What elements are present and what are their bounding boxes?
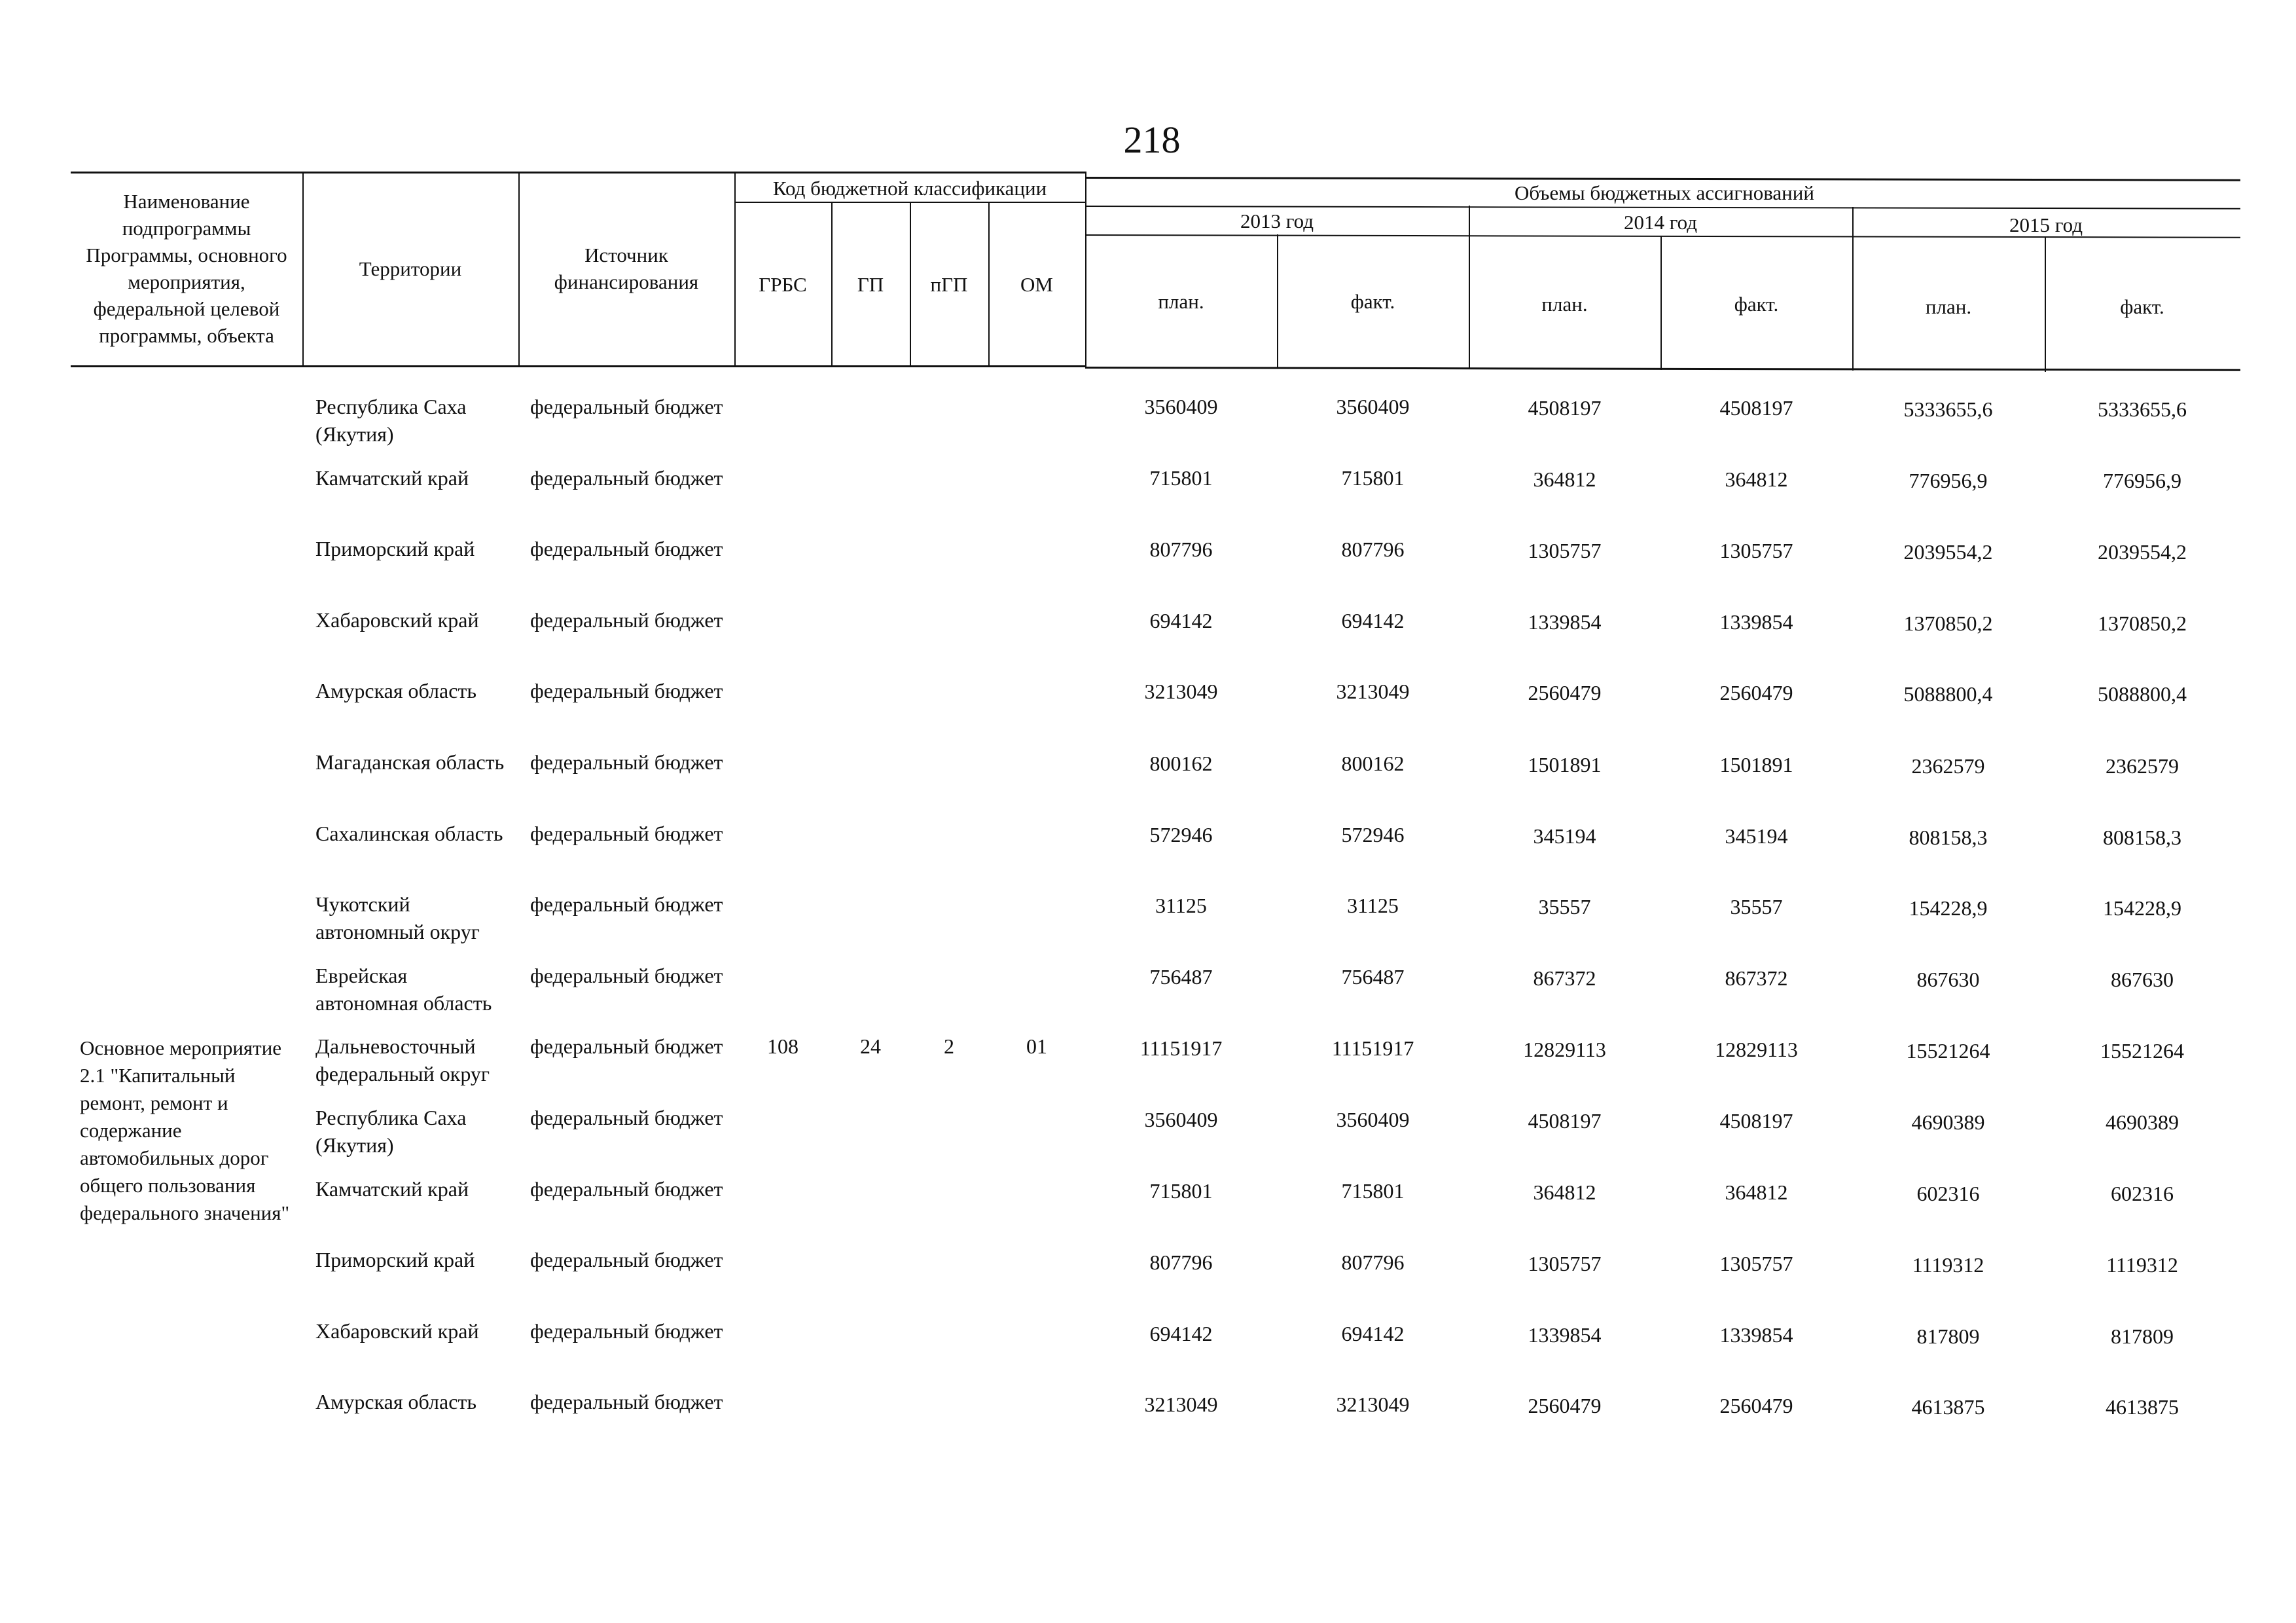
plan-2013-cell: 694142 — [1149, 609, 1213, 632]
territory-cell: Республика Саха (Якутия) — [315, 395, 467, 446]
source-cell: федеральный бюджет — [530, 750, 723, 774]
plan-2015-cell: 867630 — [1916, 968, 1980, 991]
plan-2014-cell: 1305757 — [1528, 1252, 1602, 1275]
group-label: Основное мероприятие 2.1 "Капитальный ремонт, ремонт и содержание автомобильных дорог общего пользования федерального значения" — [80, 1036, 290, 1224]
plan-2014-cell: 867372 — [1533, 966, 1596, 990]
header-vline — [1852, 207, 1854, 371]
fact-2013-cell: 715801 — [1341, 1179, 1405, 1203]
territory-cell: Еврейская автономная область — [315, 964, 492, 1015]
header-volume-group: Объемы бюджетных ассигнований — [1515, 181, 1814, 204]
plan-2015-cell: 817809 — [1916, 1324, 1980, 1348]
plan-2015-cell: 5088800,4 — [1903, 682, 1993, 706]
plan-2015-cell: 1370850,2 — [1903, 611, 1993, 635]
fact-2013-cell: 807796 — [1341, 538, 1405, 561]
plan-2014-cell: 4508197 — [1528, 396, 1602, 420]
fact-2014-cell: 1305757 — [1719, 539, 1793, 562]
fact-2015-cell: 5333655,6 — [2098, 397, 2187, 421]
header-pgp: пГП — [930, 272, 968, 296]
fact-2013-cell: 572946 — [1341, 823, 1405, 847]
plan-2014-cell: 1305757 — [1528, 539, 1602, 562]
fact-2015-cell: 867630 — [2111, 968, 2174, 991]
header-vline — [1660, 236, 1662, 370]
plan-2013-cell: 3213049 — [1144, 680, 1218, 703]
header-vline — [1469, 206, 1470, 369]
fact-2015-cell: 602316 — [2111, 1182, 2174, 1205]
fact-2015-cell: 1370850,2 — [2098, 611, 2187, 635]
plan-2013-cell: 3560409 — [1144, 1108, 1218, 1131]
plan-2013-cell: 572946 — [1149, 823, 1213, 847]
header-om: ОМ — [1020, 272, 1053, 296]
plan-2015-cell: 2362579 — [1911, 754, 1985, 778]
plan-2015-cell: 808158,3 — [1909, 826, 1988, 849]
fact-2013-cell: 800162 — [1341, 752, 1405, 775]
fact-2014-cell: 1305757 — [1719, 1252, 1793, 1275]
header-territory-column: Территории — [359, 257, 462, 280]
pgp-cell: 2 — [944, 1034, 954, 1058]
fact-2014-cell: 12829113 — [1715, 1038, 1798, 1061]
fact-2015-cell: 154228,9 — [2103, 896, 2181, 920]
plan-2013-cell: 31125 — [1155, 894, 1207, 917]
plan-2014-cell: 12829113 — [1523, 1038, 1606, 1061]
fact-2013-cell: 694142 — [1341, 1322, 1405, 1345]
plan-2015-cell: 2039554,2 — [1903, 540, 1993, 564]
header-fact-2013: факт. — [1350, 289, 1395, 313]
territory-cell: Чукотский автономный округ — [315, 892, 480, 943]
header-plan-2014: план. — [1541, 292, 1588, 316]
fact-2014-cell: 364812 — [1725, 467, 1788, 491]
header-gp: ГП — [857, 272, 884, 296]
plan-2014-cell: 35557 — [1538, 895, 1591, 919]
source-cell: федеральный бюджет — [530, 679, 723, 702]
plan-2013-cell: 756487 — [1149, 965, 1213, 989]
fact-2014-cell: 4508197 — [1719, 396, 1793, 420]
plan-2013-cell: 11151917 — [1139, 1036, 1223, 1060]
plan-2014-cell: 364812 — [1533, 1180, 1596, 1204]
source-cell: федеральный бюджет — [530, 1390, 723, 1413]
header-vline — [831, 202, 833, 367]
source-cell: федеральный бюджет — [530, 964, 723, 987]
header-name-column: Наименование подпрограммы Программы, основного мероприятия, федеральной целевой программы, объекта — [86, 190, 287, 347]
plan-2014-cell: 2560479 — [1528, 681, 1602, 704]
fact-2014-cell: 867372 — [1725, 966, 1788, 990]
fact-2015-cell: 817809 — [2111, 1324, 2174, 1348]
header-year-2014: 2014 год — [1623, 210, 1698, 234]
header-vline — [910, 202, 911, 367]
grbs-cell: 108 — [767, 1034, 798, 1058]
fact-2014-cell: 1339854 — [1719, 1323, 1793, 1347]
territory-cell: Приморский край — [315, 537, 475, 560]
plan-2014-cell: 345194 — [1533, 824, 1596, 848]
territory-cell: Амурская область — [315, 679, 476, 702]
fact-2014-cell: 1501891 — [1719, 753, 1793, 776]
territory-cell: Камчатский край — [315, 466, 469, 490]
source-cell: федеральный бюджет — [530, 1177, 723, 1201]
plan-2015-cell: 4613875 — [1911, 1395, 1985, 1419]
fact-2015-cell: 5088800,4 — [2098, 682, 2187, 706]
gp-cell: 24 — [860, 1034, 881, 1058]
header-vline — [1085, 172, 1086, 368]
source-cell: федеральный бюджет — [530, 1106, 723, 1129]
om-cell: 01 — [1026, 1034, 1047, 1058]
header-year-2013: 2013 год — [1240, 209, 1314, 232]
header-year-2015: 2015 год — [2009, 213, 2083, 236]
territory-cell: Хабаровский край — [315, 608, 479, 632]
plan-2015-cell: 15521264 — [1906, 1039, 1990, 1063]
plan-2015-cell: 4690389 — [1911, 1110, 1985, 1134]
header-plan-2015: план. — [1925, 295, 1972, 318]
fact-2013-cell: 3213049 — [1336, 1393, 1410, 1416]
fact-2013-cell: 3213049 — [1336, 680, 1410, 703]
plan-2013-cell: 715801 — [1149, 466, 1213, 490]
territory-cell: Сахалинская область — [315, 822, 503, 845]
header-source-column: Источник финансирования — [554, 244, 699, 293]
territory-cell: Хабаровский край — [315, 1319, 479, 1343]
source-cell: федеральный бюджет — [530, 1319, 723, 1343]
territory-cell: Приморский край — [315, 1248, 475, 1271]
header-vline — [988, 202, 990, 367]
fact-2014-cell: 345194 — [1725, 824, 1788, 848]
header-vline — [1277, 234, 1278, 368]
page-number: 218 — [1123, 119, 1181, 161]
fact-2013-cell: 11151917 — [1331, 1036, 1414, 1060]
plan-2013-cell: 807796 — [1149, 538, 1213, 561]
fact-2013-cell: 31125 — [1347, 894, 1399, 917]
plan-2013-cell: 3560409 — [1144, 395, 1218, 418]
plan-2014-cell: 1339854 — [1528, 610, 1602, 634]
plan-2014-cell: 364812 — [1533, 467, 1596, 491]
plan-2015-cell: 154228,9 — [1909, 896, 1988, 920]
plan-2015-cell: 776956,9 — [1909, 469, 1988, 492]
header-vline — [2045, 237, 2046, 372]
header-vline — [518, 172, 520, 367]
source-cell: федеральный бюджет — [530, 537, 723, 560]
plan-2015-cell: 1119312 — [1912, 1253, 1984, 1277]
fact-2014-cell: 35557 — [1730, 895, 1783, 919]
fact-2013-cell: 756487 — [1341, 965, 1405, 989]
source-cell: федеральный бюджет — [530, 466, 723, 490]
plan-2013-cell: 694142 — [1149, 1322, 1213, 1345]
source-cell: федеральный бюджет — [530, 608, 723, 632]
source-cell: федеральный бюджет — [530, 892, 723, 916]
fact-2015-cell: 1119312 — [2106, 1253, 2178, 1277]
plan-2013-cell: 807796 — [1149, 1250, 1213, 1274]
fact-2014-cell: 2560479 — [1719, 1394, 1793, 1417]
territory-cell: Республика Саха (Якутия) — [315, 1106, 467, 1157]
fact-2015-cell: 4690389 — [2106, 1110, 2179, 1134]
header-top-line — [71, 172, 1085, 173]
header-vline — [302, 172, 304, 367]
fact-2014-cell: 2560479 — [1719, 681, 1793, 704]
plan-2014-cell: 4508197 — [1528, 1109, 1602, 1133]
header-vline — [734, 172, 736, 367]
plan-2013-cell: 715801 — [1149, 1179, 1213, 1203]
territory-cell: Амурская область — [315, 1390, 476, 1413]
plan-2014-cell: 2560479 — [1528, 1394, 1602, 1417]
source-cell: федеральный бюджет — [530, 1248, 723, 1271]
fact-2015-cell: 776956,9 — [2103, 469, 2181, 492]
header-code-group: Код бюджетной классификации — [772, 176, 1047, 200]
plan-2015-cell: 5333655,6 — [1903, 397, 1993, 421]
source-cell: федеральный бюджет — [530, 822, 723, 845]
fact-2014-cell: 4508197 — [1719, 1109, 1793, 1133]
header-bottom-line — [71, 365, 1085, 367]
fact-2015-cell: 2362579 — [2106, 754, 2179, 778]
fact-2013-cell: 715801 — [1341, 466, 1405, 490]
fact-2015-cell: 15521264 — [2100, 1039, 2184, 1063]
plan-2013-cell: 800162 — [1149, 752, 1213, 775]
header-fact-2014: факт. — [1734, 292, 1779, 316]
header-grbs: ГРБС — [759, 272, 807, 296]
fact-2015-cell: 4613875 — [2106, 1395, 2179, 1419]
fact-2013-cell: 807796 — [1341, 1250, 1405, 1274]
plan-2015-cell: 602316 — [1916, 1182, 1980, 1205]
plan-2013-cell: 3213049 — [1144, 1393, 1218, 1416]
fact-2013-cell: 694142 — [1341, 609, 1405, 632]
source-cell: федеральный бюджет — [530, 395, 723, 418]
plan-2014-cell: 1501891 — [1528, 753, 1602, 776]
territory-cell: Магаданская область — [315, 750, 505, 774]
fact-2014-cell: 1339854 — [1719, 610, 1793, 634]
fact-2013-cell: 3560409 — [1336, 1108, 1410, 1131]
territory-cell: Дальневосточный федеральный округ — [315, 1034, 490, 1085]
fact-2013-cell: 3560409 — [1336, 395, 1410, 418]
territory-cell: Камчатский край — [315, 1177, 469, 1201]
fact-2015-cell: 2039554,2 — [2098, 540, 2187, 564]
plan-2014-cell: 1339854 — [1528, 1323, 1602, 1347]
source-cell: федеральный бюджет — [530, 1034, 723, 1058]
header-plan-2013: план. — [1158, 289, 1204, 313]
header-fact-2015: факт. — [2120, 295, 2164, 318]
fact-2014-cell: 364812 — [1725, 1180, 1788, 1204]
fact-2015-cell: 808158,3 — [2103, 826, 2181, 849]
